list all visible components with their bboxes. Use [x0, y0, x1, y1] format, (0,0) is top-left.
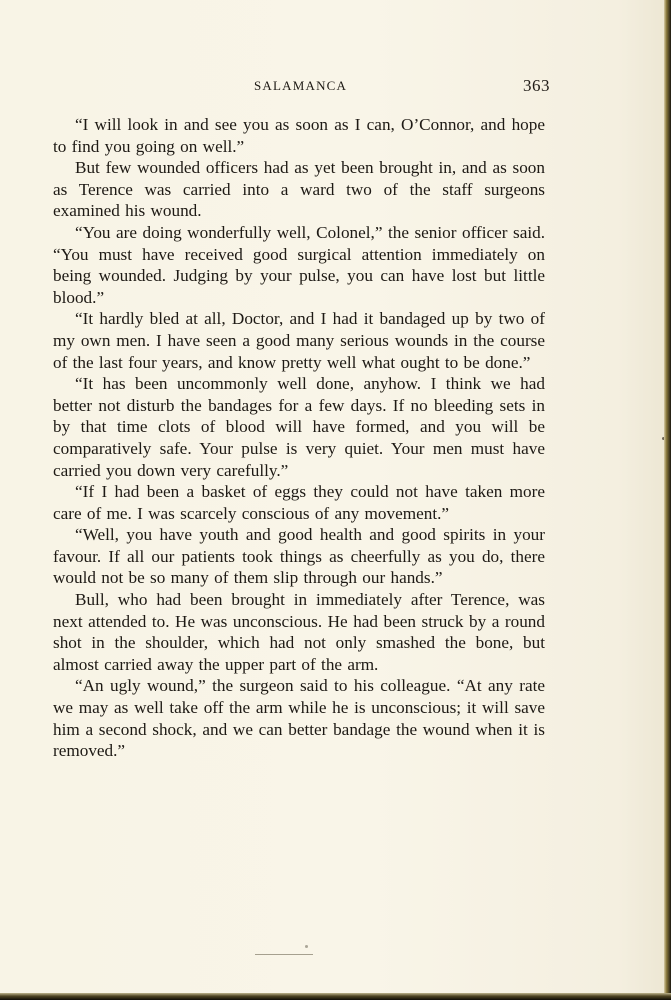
body-text: [53, 114, 545, 762]
paragraph: “You are doing wonderfully well, Colonel,” the senior officer said. “You must have received good surgical attention immediately on being wounded. Judging by your pulse, you can have lost but little blood.”: [53, 222, 545, 307]
paragraph: But few wounded officers had as yet been brought in, and as soon as Terence was carried into a ward two of the staff surgeons examined his wound.: [53, 158, 545, 221]
paragraph: Bull, who had been brought in immediately after Terence, was next attended to. He was unconscious. He had been struck by a round shot in the shoulder, which had not only smashed the bone, but almost carried away the upper part of the arm.: [53, 590, 545, 674]
paragraph: “An ugly wound,” the surgeon said to his colleague. “At any rate we may as well take off the arm while he is unconscious; it will save him a second shock, and we can better bandage the wound when it is removed.”: [53, 676, 545, 761]
paragraph: “It has been uncommonly well done, anyhow. I think we had better not disturb the bandages for a few days. If no bleeding sets in by that time clots of blood will have formed, and you will be comparatively safe. Your pulse is very quiet. Your men must have carried you down very carefully.”: [53, 374, 545, 480]
page-right-edge: [664, 0, 671, 1000]
paragraph: “If I had been a basket of eggs they could not have taken more care of me. I was scarcely conscious of any movement.”: [53, 482, 545, 523]
page-header: [74, 76, 550, 98]
paper-speck: [305, 945, 308, 948]
running-title: SALAMANCA: [254, 78, 348, 93]
page-bottom-edge: [0, 993, 671, 1000]
paragraph: “I will look in and see you as soon as I can, O’Connor, and hope to find you going on well.”: [53, 115, 545, 156]
paragraph: “Well, you have youth and good health and good spirits in your favour. If all our patients took things as cheerfully as you do, there would not be so many of them slip through our hands.”: [53, 525, 545, 588]
paragraph: “It hardly bled at all, Doctor, and I had it bandaged up by two of my own men. I have seen a good many serious wounds in the course of the last four years, and know pretty well what ought to be done.”: [53, 309, 545, 372]
page-number: 363: [523, 76, 550, 95]
bottom-rule: [255, 954, 313, 955]
